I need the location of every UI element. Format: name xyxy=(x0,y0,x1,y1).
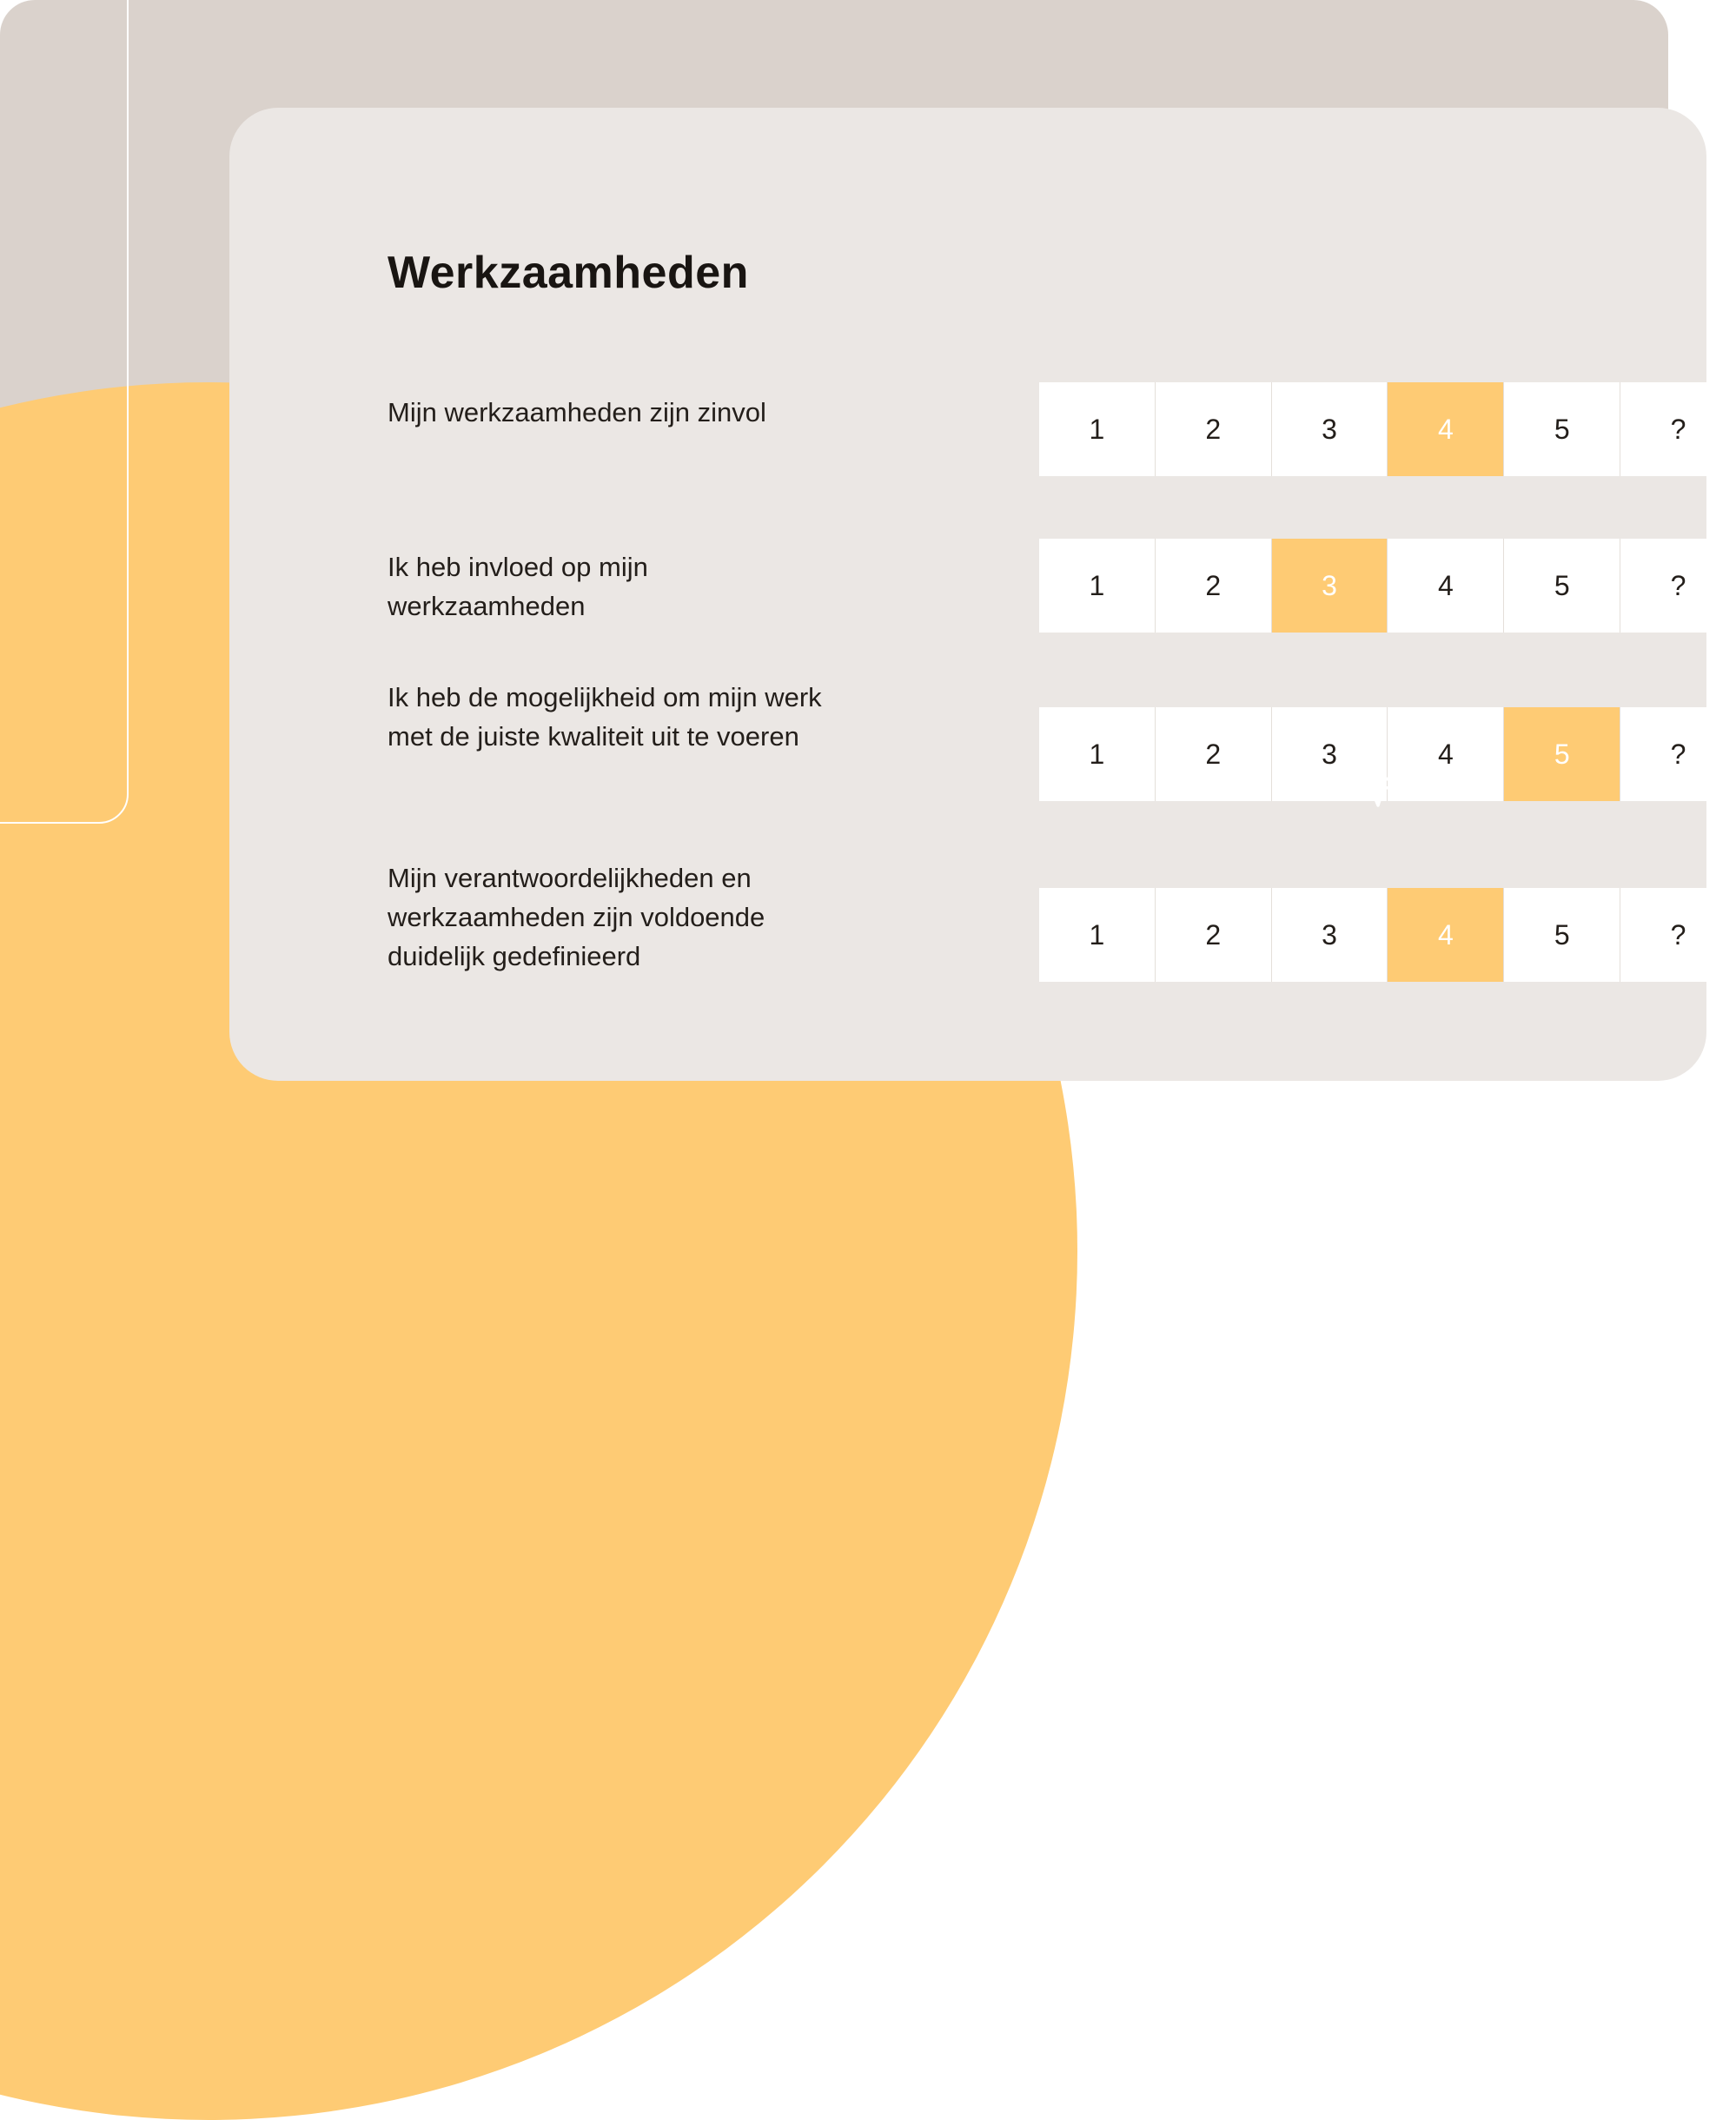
rating-scale xyxy=(1039,382,1736,476)
rating-scale xyxy=(1039,539,1736,633)
survey-card xyxy=(229,108,1706,1081)
rating-option-2[interactable]: 2 xyxy=(1156,707,1272,801)
question-label: Mijn verantwoordelijkheden en werkzaamheden zijn voldoende duidelijk gedefinieerd xyxy=(388,863,765,971)
question-label: Ik heb invloed op mijn werkzaamheden xyxy=(388,552,648,621)
pointer-arrow-icon xyxy=(1361,765,1402,807)
rating-option-1[interactable]: 1 xyxy=(1039,382,1156,476)
rating-option-4[interactable]: 4 xyxy=(1388,707,1504,801)
section-title: Werkzaamheden xyxy=(388,248,749,298)
rating-option-4[interactable]: 4 xyxy=(1388,539,1504,633)
rating-option-2[interactable]: 2 xyxy=(1156,888,1272,982)
decorative-outline-panel xyxy=(0,0,129,824)
rating-option-1[interactable]: 1 xyxy=(1039,707,1156,801)
question-label: Mijn werkzaamheden zijn zinvol xyxy=(388,397,766,427)
rating-option-3[interactable]: 3 xyxy=(1272,888,1388,982)
rating-option-4[interactable]: 4 xyxy=(1388,382,1504,476)
rating-option-4[interactable]: 4 xyxy=(1388,888,1504,982)
rating-option-unknown[interactable]: ? xyxy=(1620,707,1736,801)
app-frame xyxy=(0,0,1686,1043)
rating-option-1[interactable]: 1 xyxy=(1039,888,1156,982)
rating-option-2[interactable]: 2 xyxy=(1156,382,1272,476)
rating-option-5[interactable]: 5 xyxy=(1504,888,1620,982)
rating-option-3[interactable]: 3 xyxy=(1272,707,1388,801)
rating-option-2[interactable]: 2 xyxy=(1156,539,1272,633)
rating-option-1[interactable]: 1 xyxy=(1039,539,1156,633)
rating-option-5[interactable]: 5 xyxy=(1504,707,1620,801)
rating-option-unknown[interactable]: ? xyxy=(1620,888,1736,982)
rating-option-3[interactable]: 3 xyxy=(1272,382,1388,476)
rating-option-5[interactable]: 5 xyxy=(1504,382,1620,476)
question-label: Ik heb de mogelijkheid om mijn werk met de juiste kwaliteit uit te voeren xyxy=(388,682,822,752)
rating-option-unknown[interactable]: ? xyxy=(1620,382,1736,476)
rating-option-unknown[interactable]: ? xyxy=(1620,539,1736,633)
rating-option-5[interactable]: 5 xyxy=(1504,539,1620,633)
rating-option-3[interactable]: 3 xyxy=(1272,539,1388,633)
rating-scale xyxy=(1039,888,1736,982)
